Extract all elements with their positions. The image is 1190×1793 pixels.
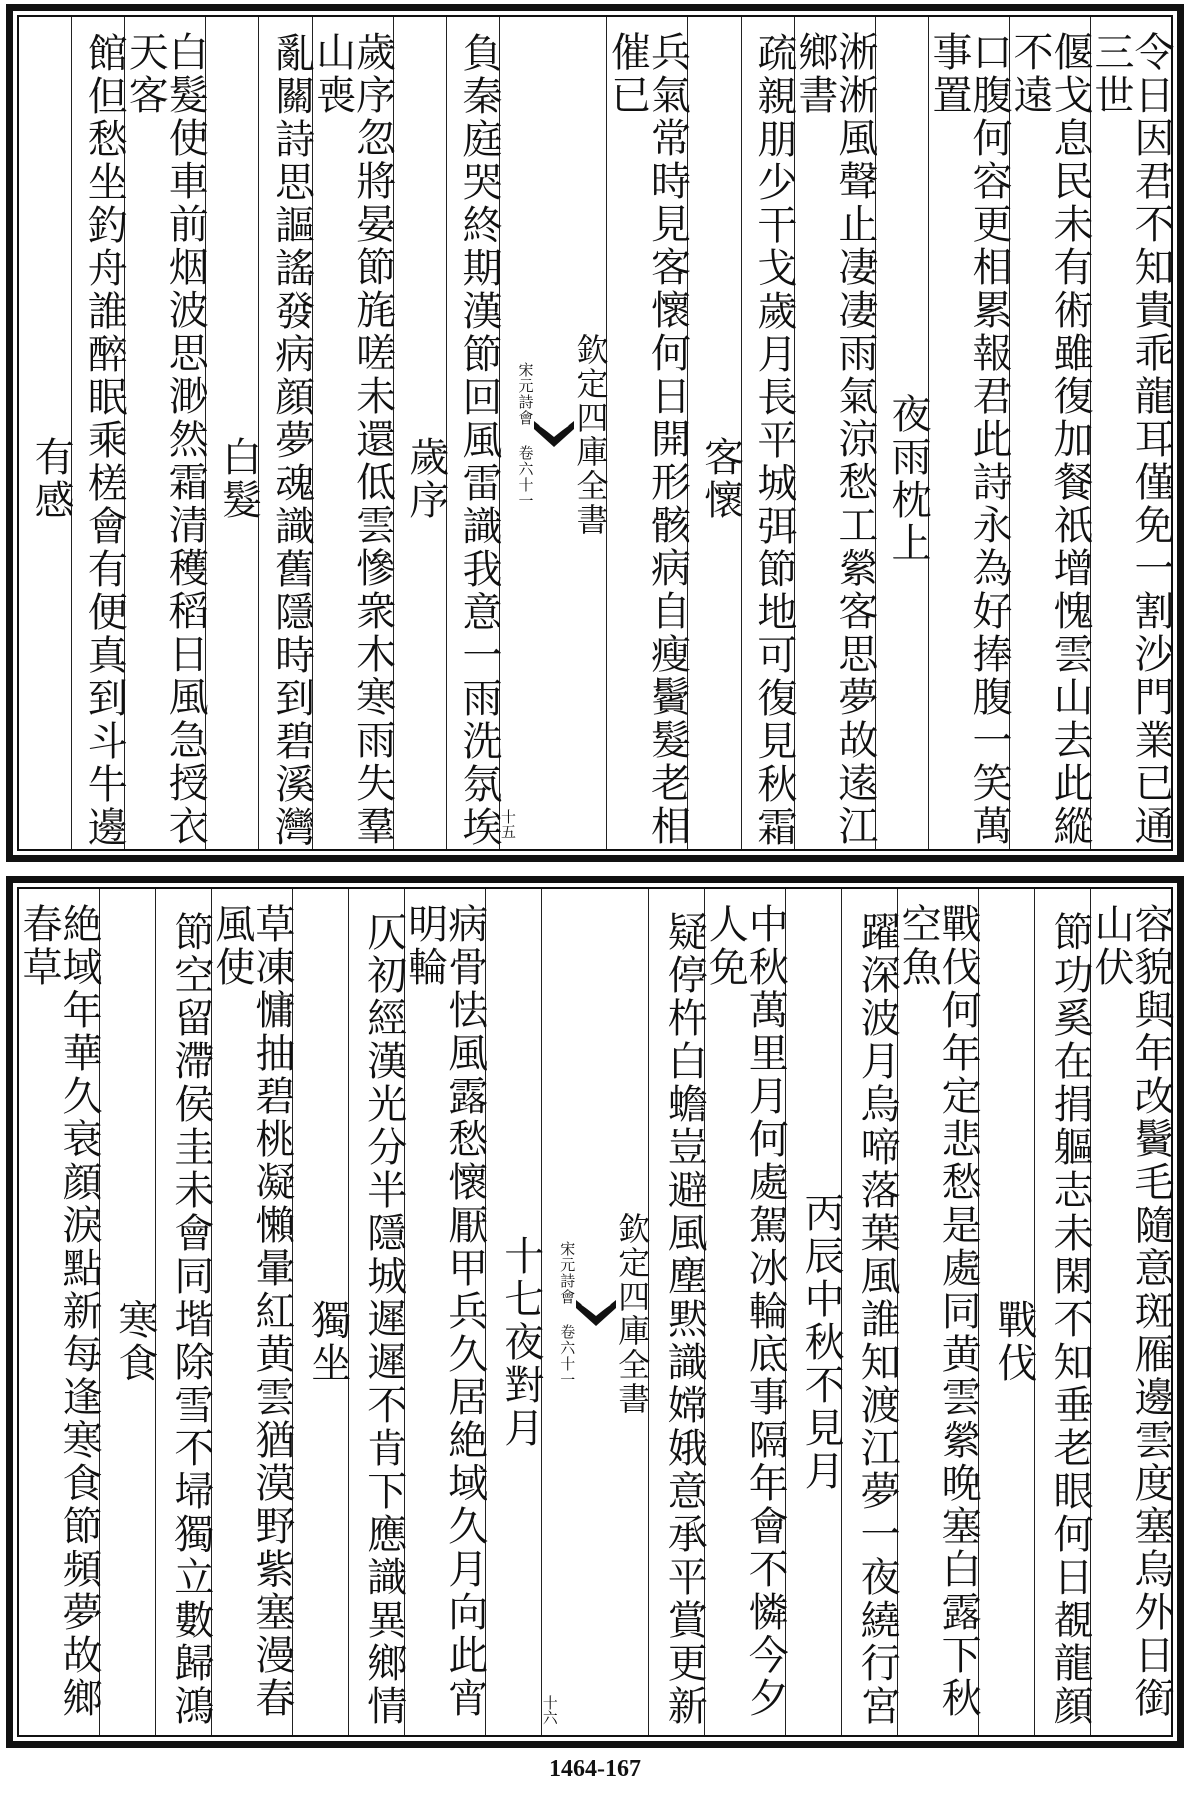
fish-tail-mark-icon: [576, 1300, 616, 1326]
bottom-center-strip: [540, 889, 652, 1735]
bottom-column-4: 戰伐何年定悲愁是處同黄雲縈晚塞白露下秋空魚: [897, 889, 978, 1735]
bottom-poem-title-seventeenth-night: 十七夜對月: [485, 889, 541, 1735]
bottom-column-7: 中秋萬里月何處駕冰輪底事隔年會不憐今夕人免: [704, 889, 785, 1735]
bottom-column-13: 草凍慵抽碧桃凝懶暈紅黄雲猶漠野紫塞漫春風使: [211, 889, 292, 1735]
top-column-9: 負秦庭哭終期漢節回風雷識我意一雨洗氛埃: [446, 17, 499, 849]
bottom-column-10: 病骨怯風露愁懷厭甲兵久居絶域久月向此宵明輪: [404, 889, 485, 1735]
top-column-6: 疏親朋少干戈歲月長平城弭節地可復見秋霜: [741, 17, 794, 849]
bottom-column-16: 絶域年華久衰顔淚點新每逢寒食節頻夢故鄉春草: [15, 903, 102, 1720]
bottom-column-5: 躍深波月烏啼落葉風誰知渡江夢一夜繞行宮: [841, 889, 897, 1735]
bottom-column-11: 仄初經漢光分半隱城遲遲不肯下應識異鄉情: [348, 889, 404, 1735]
bottom-poem-title-mid-autumn: 丙辰中秋不見月: [785, 889, 841, 1735]
bottom-page-number: 十六: [540, 1695, 559, 1725]
bottom-column-8: 疑停杵白蟾豈避風塵黙識嫦娥意承平賞更新: [648, 889, 704, 1735]
top-column-11: 歲序忽將晏節旄嗟未還低雲慘衆木寒雨失羣山喪: [312, 17, 393, 849]
bottom-poem-title-zhanfa: 戰伐: [978, 889, 1034, 1735]
top-poem-title-night-rain: 夜雨枕上: [875, 17, 928, 849]
fish-tail-mark-icon: [534, 421, 574, 447]
bottom-page: [6, 876, 1184, 1748]
top-column-14: 白髮使車前烟波思渺然霜清穫稻日風急授衣天客: [124, 17, 205, 849]
top-column-15: 館但愁坐釣舟誰醉眠乘槎會有便真到斗牛邊: [71, 17, 124, 849]
top-column-2: 偃戈息民未有術雖復加餐祇增愧雲山去此縱不遠: [1009, 17, 1090, 849]
page-footer-number: 1464-167: [549, 1756, 641, 1782]
bottom-poem-title-hanshi: 寒食: [99, 889, 155, 1735]
bottom-text-columns: [15, 889, 1174, 1735]
bottom-book-title: 欽定四庫全書: [613, 1212, 652, 1416]
top-column-5: 淅淅風聲止凄凄雨氣涼愁工縈客思夢故逺江鄉書: [794, 17, 875, 849]
top-center-strip: [498, 17, 610, 849]
top-poem-title-yougan: 有感: [28, 436, 75, 522]
top-column-8: 兵氣常時見客懷何日開形骸病自瘦鬢髮老相催已: [606, 17, 687, 849]
bottom-column-1: 容貌與年改鬢毛隨意斑雁邊雲度塞烏外日銜山伏: [1090, 889, 1171, 1735]
top-column-1: 令日因君不知貴乖龍耳僅免一割沙門業已通三世: [1090, 17, 1171, 849]
top-poem-title-suixu: 歲序: [393, 17, 446, 849]
bottom-poem-title-duzuo: 獨坐: [292, 889, 348, 1735]
top-poem-title-baifa: 白髮: [205, 17, 258, 849]
bottom-column-2: 節功奚在捐軀志未閑不知垂老眼何日覩龍顔: [1034, 889, 1090, 1735]
top-book-title: 欽定四庫全書: [571, 333, 610, 537]
bottom-volume-label: 宋元詩會 卷六十一: [558, 1240, 577, 1388]
top-poem-title-kehuai: 客懷: [687, 17, 740, 849]
top-column-12: 亂關詩思謳謠發病顔夢魂識舊隱時到碧溪灣: [258, 17, 311, 849]
top-volume-label: 宋元詩會 卷六十一: [516, 361, 535, 509]
bottom-column-14: 節空留滯侯圭未會同堦除雪不埽獨立數歸鴻: [155, 889, 211, 1735]
top-page-number: 十五: [498, 809, 517, 839]
top-column-3: 口腹何容更相累報君此詩永為好捧腹一笑萬事置: [928, 17, 1009, 849]
top-text-columns: [19, 17, 1174, 849]
top-page: [6, 4, 1184, 862]
